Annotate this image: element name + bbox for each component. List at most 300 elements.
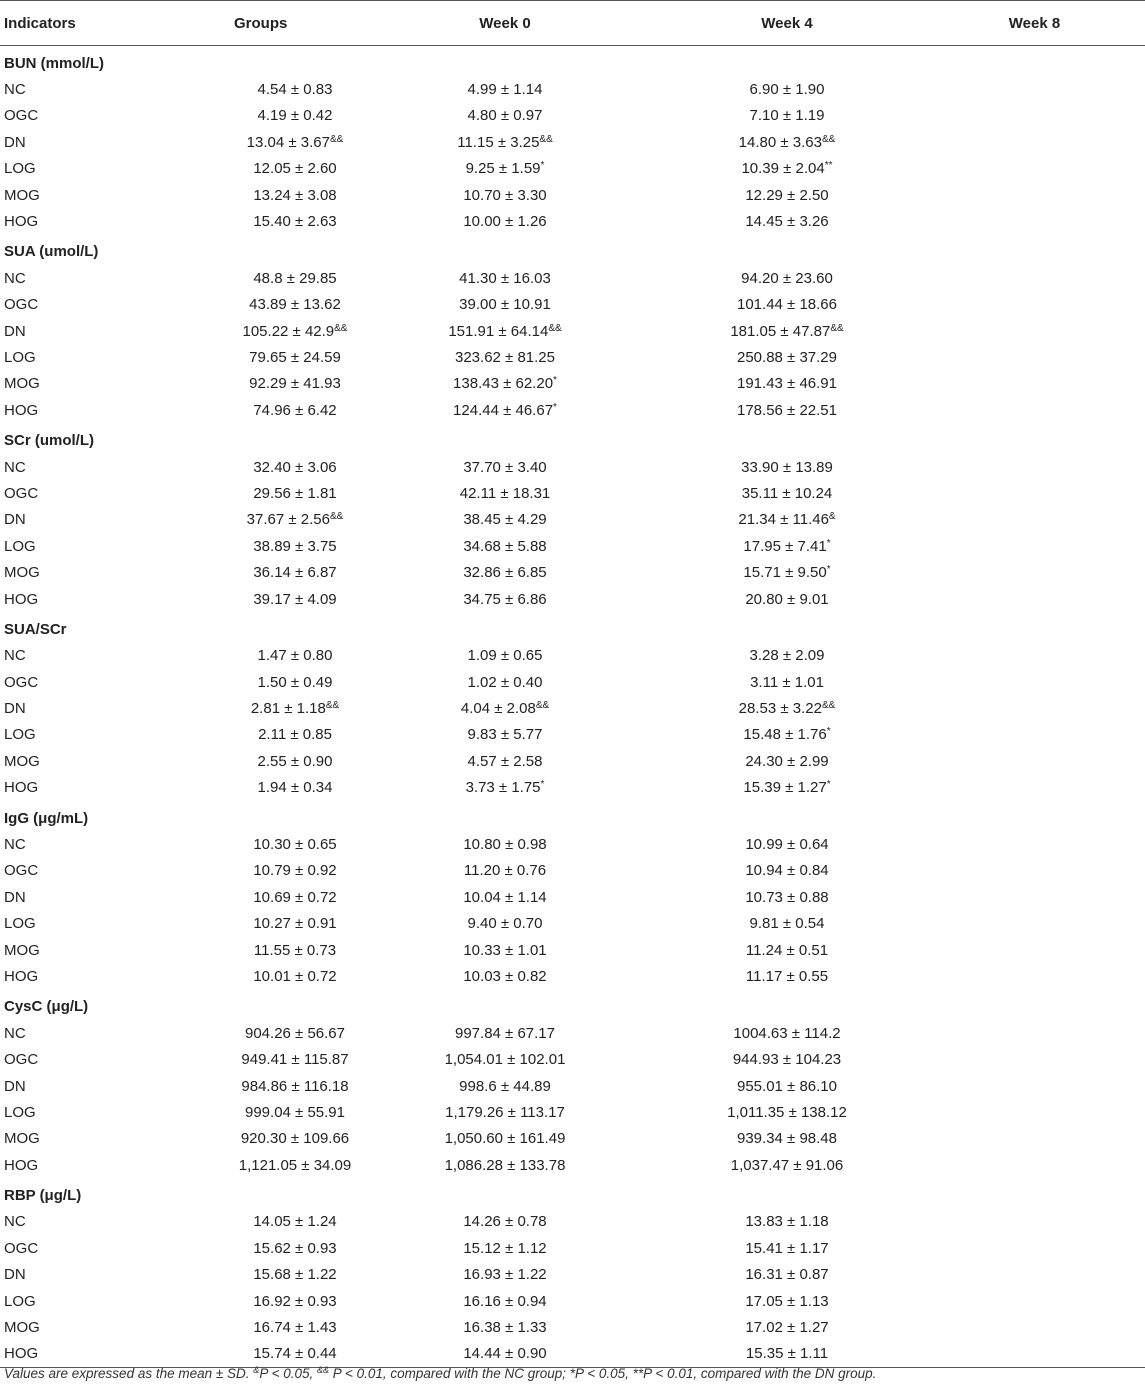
value-text: 11.20 ± 0.76 (463, 862, 547, 880)
value-cell-w0 (230, 1209, 360, 1235)
value-cell-w8 (650, 831, 924, 857)
value-cell-w4 (360, 722, 650, 748)
group-cell: DN (4, 322, 26, 340)
indicator-row (0, 423, 1145, 453)
value-cell-w4 (360, 318, 650, 344)
indicator-label: RBP (μg/L) (4, 1187, 82, 1205)
value-text: 9.40 ± 0.70 (467, 915, 543, 933)
table-row (0, 1099, 1145, 1125)
significance-marker: ** (824, 160, 833, 172)
value-text: 955.01 ± 86.10 (737, 1077, 837, 1095)
value-text: 16.31 ± 0.87 (745, 1266, 829, 1284)
value-cell-w0 (230, 1235, 360, 1261)
value-cell-w0 (230, 1126, 360, 1152)
value-text: 944.93 ± 104.23 (732, 1051, 842, 1069)
table-row (0, 937, 1145, 963)
value-text: 10.70 ± 3.30 (463, 186, 547, 204)
group-cell: LOG (4, 160, 36, 178)
value-cell-w4 (360, 156, 650, 182)
value-cell-w8 (650, 963, 924, 989)
value-cell-w4 (360, 129, 650, 155)
value-text: 15.40 ± 2.63 (253, 213, 337, 231)
value-cell-w4 (360, 1288, 650, 1314)
value-cell-w4 (360, 1209, 650, 1235)
value-cell-w4 (360, 533, 650, 559)
value-text: 15.39 ± 1.27 (743, 779, 827, 797)
table-row (0, 480, 1145, 506)
value-text: 10.79 ± 0.92 (253, 862, 337, 880)
value-text: 13.83 ± 1.18 (745, 1213, 829, 1231)
group-cell: NC (4, 1024, 26, 1042)
value-cell-w4 (360, 884, 650, 910)
value-text: 999.04 ± 55.91 (245, 1103, 345, 1121)
value-cell-w0 (230, 1288, 360, 1314)
group-cell: NC (4, 81, 26, 99)
value-text: 15.71 ± 9.50 (743, 564, 827, 582)
table-row (0, 156, 1145, 182)
significance-marker: && (325, 700, 340, 712)
value-text: 939.34 ± 98.48 (737, 1130, 837, 1148)
value-cell-w8 (650, 695, 924, 721)
value-cell-w4 (360, 265, 650, 291)
group-cell: OGC (4, 107, 39, 125)
value-cell-w0 (230, 480, 360, 506)
value-text: 39.00 ± 10.91 (459, 296, 551, 314)
group-cell: NC (4, 836, 26, 854)
table-row (0, 858, 1145, 884)
value-cell-w0 (230, 722, 360, 748)
value-cell-w0 (230, 182, 360, 208)
value-cell-w4 (360, 559, 650, 585)
group-cell: OGC (4, 1051, 39, 1069)
value-text: 3.28 ± 2.09 (749, 647, 825, 665)
group-cell: MOG (4, 941, 40, 959)
table-row (0, 1262, 1145, 1288)
value-text: 32.40 ± 3.06 (253, 458, 337, 476)
value-text: 10.00 ± 1.26 (463, 213, 547, 231)
value-text: 15.12 ± 1.12 (463, 1239, 547, 1257)
value-text: 1,037.47 ± 91.06 (730, 1156, 844, 1174)
group-cell: MOG (4, 564, 40, 582)
table-row (0, 1152, 1145, 1178)
footnote-part1: Values are expressed as the mean ± SD. (4, 1366, 254, 1381)
value-cell-w0 (230, 858, 360, 884)
indicator-label: SUA (umol/L) (4, 243, 99, 261)
value-text: 1.94 ± 0.34 (257, 779, 333, 797)
indicator-label: CysC (μg/L) (4, 998, 89, 1016)
value-cell-w4 (360, 1262, 650, 1288)
value-text: 10.04 ± 1.14 (463, 888, 547, 906)
value-cell-w4 (360, 480, 650, 506)
table-row (0, 775, 1145, 801)
value-cell-w8 (650, 775, 924, 801)
significance-marker: * (553, 375, 557, 387)
value-text: 3.73 ± 1.75 (465, 779, 541, 797)
value-cell-w8 (650, 1209, 924, 1235)
significance-marker: && (329, 133, 344, 145)
table-row (0, 963, 1145, 989)
value-cell-w4 (360, 292, 650, 318)
group-cell: HOG (4, 967, 39, 985)
value-text: 10.33 ± 1.01 (463, 941, 547, 959)
value-cell-w0 (230, 507, 360, 533)
value-text: 9.83 ± 5.77 (467, 726, 543, 744)
indicator-label: BUN (mmol/L) (4, 54, 104, 72)
value-cell-w8 (650, 1020, 924, 1046)
value-cell-w0 (230, 831, 360, 857)
value-text: 1,121.05 ± 34.09 (238, 1156, 352, 1174)
value-text: 105.22 ± 42.9 (242, 322, 335, 340)
table-row (0, 669, 1145, 695)
value-cell-w8 (650, 318, 924, 344)
significance-marker: & (828, 511, 836, 523)
value-text: 35.11 ± 10.24 (741, 484, 833, 502)
value-text: 4.54 ± 0.83 (257, 81, 333, 99)
value-cell-w0 (230, 1262, 360, 1288)
value-text: 15.41 ± 1.17 (745, 1239, 829, 1257)
group-cell: MOG (4, 375, 40, 393)
group-cell: OGC (4, 862, 39, 880)
value-cell-w8 (650, 559, 924, 585)
value-text: 124.44 ± 46.67 (453, 401, 554, 419)
value-cell-w4 (360, 748, 650, 774)
value-text: 6.90 ± 1.90 (749, 81, 825, 99)
value-text: 10.30 ± 0.65 (253, 836, 337, 854)
value-text: 16.92 ± 0.93 (253, 1292, 337, 1310)
value-cell-w4 (360, 1073, 650, 1099)
value-text: 38.89 ± 3.75 (253, 537, 337, 555)
value-text: 11.17 ± 0.55 (745, 967, 829, 985)
value-cell-w0 (230, 1073, 360, 1099)
group-cell: LOG (4, 348, 36, 366)
table-row (0, 1288, 1145, 1314)
value-cell-w0 (230, 1046, 360, 1072)
value-text: 10.03 ± 0.82 (463, 967, 547, 985)
value-text: 984.86 ± 116.18 (241, 1077, 349, 1095)
value-cell-w4 (360, 182, 650, 208)
value-cell-w4 (360, 911, 650, 937)
value-cell-w0 (230, 559, 360, 585)
value-text: 1,179.26 ± 113.17 (445, 1103, 565, 1121)
value-text: 1.50 ± 0.49 (257, 673, 333, 691)
indicator-label: SCr (umol/L) (4, 432, 94, 450)
table-row (0, 748, 1145, 774)
value-text: 1.02 ± 0.40 (467, 673, 543, 691)
value-cell-w0 (230, 103, 360, 129)
value-cell-w8 (650, 1046, 924, 1072)
significance-marker: && (821, 133, 836, 145)
value-cell-w0 (230, 1152, 360, 1178)
header-groups: Groups (234, 14, 288, 32)
value-text: 4.19 ± 0.42 (257, 107, 333, 125)
significance-marker: && (821, 700, 836, 712)
value-cell-w0 (230, 533, 360, 559)
value-cell-w0 (230, 669, 360, 695)
value-cell-w0 (230, 775, 360, 801)
value-text: 14.80 ± 3.63 (738, 133, 822, 151)
table-row (0, 911, 1145, 937)
footnote-part3: P < 0.01, compared with the NC group; *P < 0.05, **P < 0.01, compared with the DN group. (329, 1366, 877, 1381)
group-cell: NC (4, 458, 26, 476)
value-text: 1,086.28 ± 133.78 (444, 1156, 566, 1174)
value-cell-w0 (230, 454, 360, 480)
value-text: 15.35 ± 1.11 (745, 1345, 829, 1363)
table-row (0, 318, 1145, 344)
significance-marker: * (826, 564, 831, 576)
value-cell-w8 (650, 292, 924, 318)
value-text: 32.86 ± 6.85 (463, 564, 547, 582)
value-cell-w8 (650, 397, 924, 423)
value-text: 15.74 ± 0.44 (253, 1345, 337, 1363)
value-text: 10.01 ± 0.72 (253, 967, 337, 985)
value-cell-w0 (230, 129, 360, 155)
value-cell-w8 (650, 1073, 924, 1099)
group-cell: OGC (4, 1239, 39, 1257)
table-row (0, 1235, 1145, 1261)
value-cell-w0 (230, 1314, 360, 1340)
value-cell-w4 (360, 507, 650, 533)
value-cell-w0 (230, 318, 360, 344)
value-text: 37.67 ± 2.56 (246, 511, 330, 529)
indicator-row (0, 801, 1145, 831)
group-cell: HOG (4, 1156, 39, 1174)
value-cell-w4 (360, 454, 650, 480)
value-text: 17.05 ± 1.13 (745, 1292, 829, 1310)
value-cell-w0 (230, 1341, 360, 1368)
value-text: 10.80 ± 0.98 (463, 836, 547, 854)
header-week0: Week 0 (479, 14, 531, 32)
value-text: 7.10 ± 1.19 (749, 107, 825, 125)
value-cell-w8 (650, 1152, 924, 1178)
value-text: 178.56 ± 22.51 (737, 401, 837, 419)
table-row (0, 292, 1145, 318)
value-text: 21.34 ± 11.46 (738, 511, 829, 529)
value-cell-w8 (650, 1314, 924, 1340)
footnote-sup2: && (316, 1365, 329, 1375)
value-text: 15.62 ± 0.93 (253, 1239, 337, 1257)
group-cell: DN (4, 1077, 26, 1095)
value-text: 14.26 ± 0.78 (463, 1213, 547, 1231)
value-text: 920.30 ± 109.66 (240, 1130, 350, 1148)
value-cell-w4 (360, 208, 650, 234)
value-cell-w8 (650, 480, 924, 506)
value-cell-w4 (360, 76, 650, 102)
table-row (0, 76, 1145, 102)
value-text: 4.80 ± 0.97 (467, 107, 543, 125)
value-text: 10.69 ± 0.72 (253, 888, 337, 906)
table-footnote (4, 1366, 876, 1381)
significance-marker: * (826, 779, 831, 791)
value-cell-w4 (360, 103, 650, 129)
significance-marker: && (548, 322, 562, 334)
value-cell-w4 (360, 831, 650, 857)
value-text: 10.94 ± 0.84 (745, 862, 829, 880)
table-row (0, 454, 1145, 480)
value-text: 10.73 ± 0.88 (745, 888, 829, 906)
value-text: 151.91 ± 64.14 (448, 322, 549, 340)
value-text: 323.62 ± 81.25 (455, 348, 555, 366)
value-text: 1,050.60 ± 161.49 (444, 1130, 566, 1148)
group-cell: LOG (4, 537, 36, 555)
group-cell: LOG (4, 1103, 36, 1121)
value-text: 16.74 ± 1.43 (253, 1319, 337, 1337)
value-text: 24.30 ± 2.99 (745, 752, 829, 770)
value-cell-w4 (360, 1099, 650, 1125)
value-cell-w8 (650, 643, 924, 669)
value-cell-w4 (360, 643, 650, 669)
value-cell-w0 (230, 911, 360, 937)
value-cell-w8 (650, 129, 924, 155)
value-text: 79.65 ± 24.59 (249, 348, 341, 366)
table-row (0, 129, 1145, 155)
significance-marker: * (540, 779, 545, 791)
value-text: 15.48 ± 1.76 (743, 726, 827, 744)
value-cell-w8 (650, 1126, 924, 1152)
significance-marker: * (540, 160, 545, 172)
value-text: 20.80 ± 9.01 (745, 590, 829, 608)
value-text: 34.68 ± 5.88 (463, 537, 547, 555)
value-text: 997.84 ± 67.17 (455, 1024, 555, 1042)
table-row (0, 265, 1145, 291)
value-text: 14.44 ± 0.90 (463, 1345, 547, 1363)
header-indicators: Indicators (4, 14, 76, 32)
value-text: 16.93 ± 1.22 (463, 1266, 547, 1284)
value-text: 17.95 ± 7.41 (743, 537, 827, 555)
value-cell-w0 (230, 371, 360, 397)
value-text: 1.47 ± 0.80 (257, 647, 333, 665)
value-text: 998.6 ± 44.89 (459, 1077, 551, 1095)
value-text: 13.04 ± 3.67 (246, 133, 330, 151)
value-text: 1004.63 ± 114.2 (733, 1024, 841, 1042)
table-body (0, 46, 1145, 1368)
indicator-row (0, 46, 1145, 77)
value-text: 101.44 ± 18.66 (737, 296, 837, 314)
group-cell: HOG (4, 401, 39, 419)
value-cell-w0 (230, 963, 360, 989)
value-text: 14.05 ± 1.24 (253, 1213, 337, 1231)
significance-marker: && (535, 700, 550, 712)
table-row (0, 1341, 1145, 1368)
value-cell-w8 (650, 884, 924, 910)
value-text: 1,054.01 ± 102.01 (444, 1051, 566, 1069)
value-text: 191.43 ± 46.91 (737, 375, 837, 393)
footnote-part2: P < 0.05, (259, 1366, 317, 1381)
value-text: 33.90 ± 13.89 (741, 458, 833, 476)
value-cell-w0 (230, 643, 360, 669)
group-cell: DN (4, 133, 26, 151)
value-text: 37.70 ± 3.40 (463, 458, 547, 476)
group-cell: MOG (4, 1130, 40, 1148)
value-text: 74.96 ± 6.42 (253, 401, 337, 419)
table-row (0, 695, 1145, 721)
indicator-label: SUA/SCr (4, 620, 67, 638)
value-text: 29.56 ± 1.81 (253, 484, 337, 502)
value-cell-w8 (650, 858, 924, 884)
value-text: 4.57 ± 2.58 (467, 752, 543, 770)
value-text: 904.26 ± 56.67 (245, 1024, 345, 1042)
table-row (0, 182, 1145, 208)
group-cell: OGC (4, 484, 39, 502)
significance-marker: * (553, 401, 557, 413)
table-row (0, 831, 1145, 857)
value-text: 12.29 ± 2.50 (745, 186, 829, 204)
value-cell-w0 (230, 397, 360, 423)
value-cell-w8 (650, 371, 924, 397)
value-cell-w8 (650, 586, 924, 612)
footnote-sup1: & (253, 1365, 260, 1375)
significance-marker: * (826, 726, 831, 738)
value-text: 2.55 ± 0.90 (257, 752, 333, 770)
value-cell-w0 (230, 586, 360, 612)
value-text: 16.16 ± 0.94 (463, 1292, 547, 1310)
table-row (0, 722, 1145, 748)
table-row (0, 533, 1145, 559)
value-cell-w4 (360, 586, 650, 612)
value-cell-w4 (360, 1020, 650, 1046)
group-cell: HOG (4, 779, 39, 797)
indicator-row (0, 612, 1145, 642)
value-text: 92.29 ± 41.93 (249, 375, 341, 393)
value-cell-w4 (360, 937, 650, 963)
value-cell-w8 (650, 507, 924, 533)
value-cell-w4 (360, 1152, 650, 1178)
group-cell: DN (4, 511, 26, 529)
value-cell-w8 (650, 1288, 924, 1314)
table-row (0, 344, 1145, 370)
significance-marker: && (334, 322, 348, 334)
table-row (0, 1046, 1145, 1072)
value-text: 949.41 ± 115.87 (241, 1051, 349, 1069)
value-text: 38.45 ± 4.29 (463, 511, 547, 529)
value-cell-w0 (230, 292, 360, 318)
group-cell: HOG (4, 213, 39, 231)
indicator-row (0, 1178, 1145, 1208)
value-text: 9.81 ± 0.54 (749, 915, 825, 933)
value-text: 10.99 ± 0.64 (745, 836, 829, 854)
group-cell: NC (4, 1213, 26, 1231)
value-text: 43.89 ± 13.62 (249, 296, 341, 314)
value-text: 10.39 ± 2.04 (741, 160, 825, 178)
table-row (0, 1073, 1145, 1099)
significance-marker: && (329, 511, 344, 523)
value-cell-w8 (650, 722, 924, 748)
group-cell: LOG (4, 915, 36, 933)
indicator-label: IgG (μg/mL) (4, 809, 89, 827)
value-cell-w4 (360, 397, 650, 423)
group-cell: HOG (4, 590, 39, 608)
group-cell: NC (4, 647, 26, 665)
table-row (0, 397, 1145, 423)
group-cell: LOG (4, 726, 36, 744)
value-text: 94.20 ± 23.60 (741, 269, 833, 287)
value-cell-w0 (230, 937, 360, 963)
significance-marker: && (830, 322, 844, 334)
value-text: 3.11 ± 1.01 (750, 673, 824, 691)
value-cell-w0 (230, 748, 360, 774)
value-cell-w4 (360, 1126, 650, 1152)
value-cell-w8 (650, 1262, 924, 1288)
significance-marker: * (826, 537, 831, 549)
value-cell-w4 (360, 1314, 650, 1340)
group-cell: NC (4, 269, 26, 287)
value-text: 42.11 ± 18.31 (459, 484, 551, 502)
value-cell-w4 (360, 858, 650, 884)
value-text: 11.15 ± 3.25 (457, 133, 540, 151)
value-cell-w8 (650, 937, 924, 963)
value-cell-w8 (650, 156, 924, 182)
group-cell: MOG (4, 186, 40, 204)
header-week4: Week 4 (761, 14, 813, 32)
